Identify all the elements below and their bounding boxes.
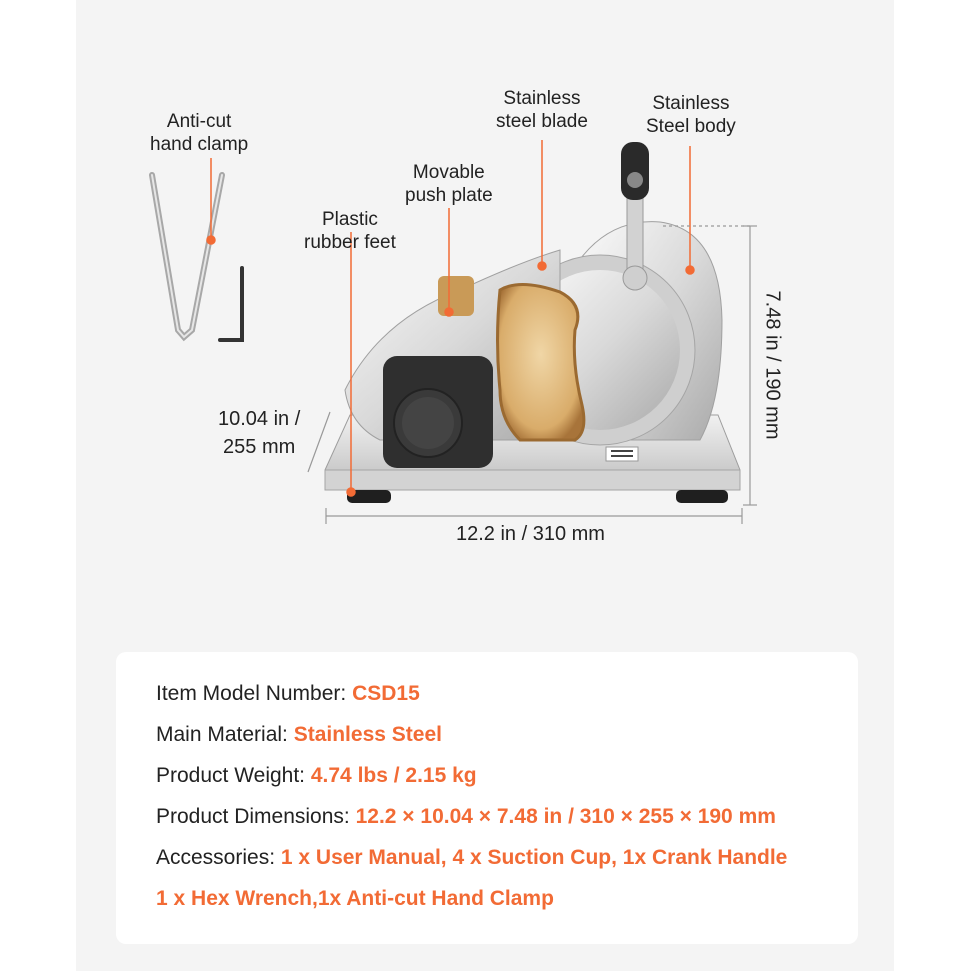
callout-steel-blade-line1: Stainless [503, 88, 581, 109]
callout-hand-clamp-line1: Anti-cut [166, 111, 232, 132]
spec-weight [156, 764, 477, 788]
spec-value: Stainless Steel [293, 723, 442, 746]
dimension-depth [218, 405, 300, 461]
dimension-depth-line1: 10.04 in / [218, 408, 301, 430]
callout-push-plate [405, 161, 493, 207]
hex-wrench-icon [220, 268, 242, 340]
spec-value: 12.2 × 10.04 × 7.48 in / 310 × 255 × 190 mm [355, 805, 776, 828]
callout-rubber-feet [304, 208, 396, 254]
callout-steel-blade-line2: steel blade [496, 111, 588, 132]
callout-rubber-feet-line1: Plastic [321, 209, 378, 230]
dimension-depth-line2: 255 mm [223, 436, 296, 458]
spec-model-number [156, 682, 420, 706]
spec-accessories [156, 846, 787, 870]
callout-push-plate-line2: push plate [405, 185, 493, 206]
callout-push-plate-line1: Movable [412, 162, 485, 183]
spec-label: Product Dimensions: [156, 805, 356, 828]
spec-value: 1 x Hex Wrench,1x Anti-cut Hand Clamp [156, 887, 554, 910]
spec-label: Product Weight: [156, 764, 311, 787]
spec-material [156, 723, 442, 747]
spec-label: Main Material: [156, 723, 294, 746]
spec-label: Accessories: [156, 846, 281, 869]
spec-card [116, 652, 858, 944]
dimension-width: 12.2 in / 310 mm [456, 523, 605, 545]
rubber-foot-icon [676, 490, 728, 503]
callout-hand-clamp-line2: hand clamp [150, 134, 249, 155]
spec-accessories-continued [156, 887, 554, 911]
callout-steel-blade [496, 87, 588, 133]
callout-steel-body [646, 92, 736, 138]
callout-hand-clamp [150, 110, 248, 156]
spec-dimensions [156, 805, 776, 829]
spec-label: Item Model Number: [156, 682, 353, 705]
thickness-knob-icon [383, 356, 493, 468]
callout-steel-body-line1: Stainless [652, 93, 730, 114]
callout-steel-body-line2: Steel body [646, 116, 736, 137]
spec-value: CSD15 [352, 682, 420, 705]
dimension-height: 7.48 in / 190 mm [761, 290, 784, 440]
spec-value: 4.74 lbs / 2.15 kg [310, 764, 477, 787]
spec-value: 1 x User Manual, 4 x Suction Cup, 1x Crank Handle [280, 846, 788, 869]
callout-rubber-feet-line2: rubber feet [304, 232, 396, 253]
